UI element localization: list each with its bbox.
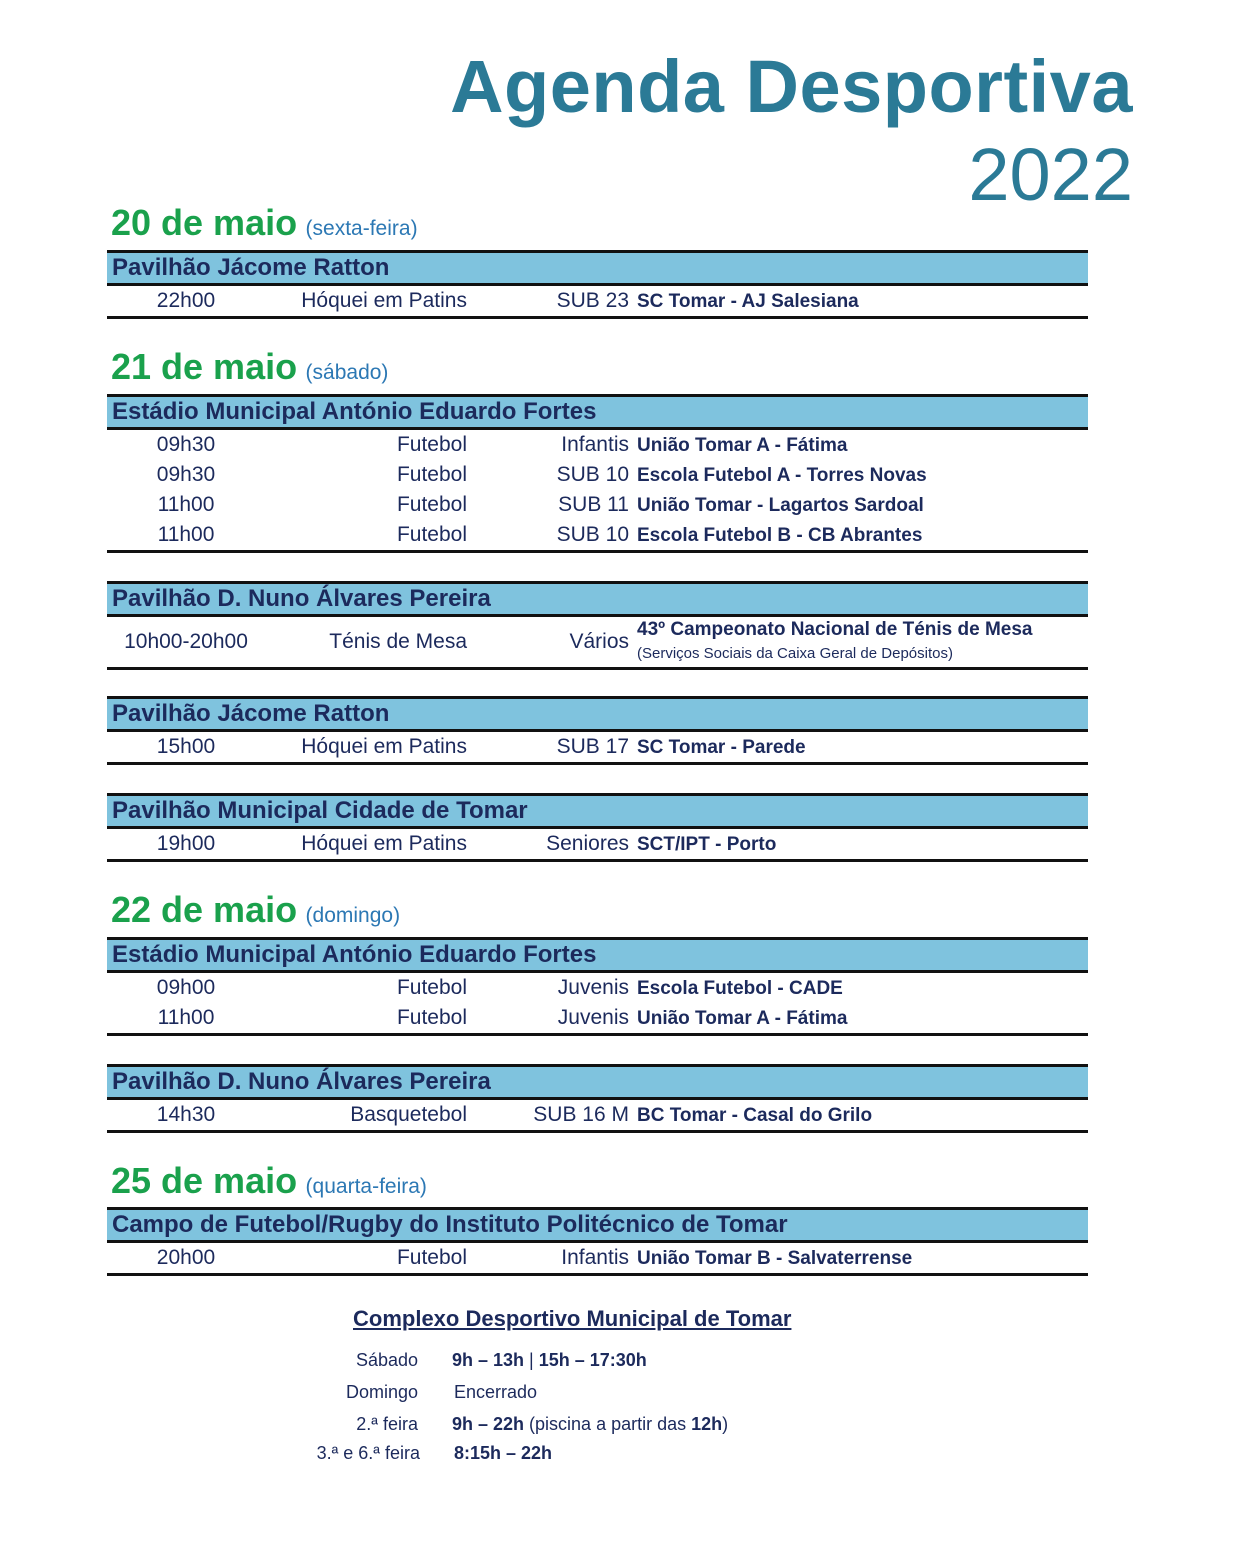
event-match: União Tomar A - Fátima: [637, 435, 848, 456]
hours-value: Encerrado: [454, 1382, 538, 1402]
event-time: 15h00: [156, 735, 216, 758]
event-category: SUB 17: [556, 735, 629, 758]
day-weekday: (domingo): [305, 904, 401, 927]
event-sport: Hóquei em Patins: [301, 735, 467, 758]
event-row: [107, 829, 1088, 859]
event-sport: Futebol: [396, 493, 467, 516]
venue-block: [107, 1207, 1088, 1276]
venue-name: Estádio Municipal António Eduardo Fortes: [107, 937, 1088, 973]
event-match: União Tomar B - Salvaterrense: [637, 1248, 913, 1269]
event-match: SCT/IPT - Porto: [637, 834, 777, 855]
title-year: 2022: [968, 133, 1133, 216]
event-time: 20h00: [156, 1246, 216, 1269]
venue-block: [107, 394, 1088, 553]
hours-value: 9h – 22h (piscina a partir das 12h): [452, 1414, 729, 1434]
complex-title: Complexo Desportivo Municipal de Tomar: [353, 1306, 792, 1331]
day-weekday: (quarta-feira): [305, 1175, 427, 1198]
event-row: [107, 732, 1088, 762]
day-date: 20 de maio: [111, 202, 298, 243]
event-sport: Ténis de Mesa: [329, 630, 467, 653]
event-row: [107, 520, 1088, 550]
event-sport: Futebol: [396, 976, 467, 999]
event-row: [107, 1243, 1088, 1273]
event-category: Infantis: [561, 1246, 629, 1269]
hours-value: 8:15h – 22h: [454, 1443, 553, 1463]
event-time: 11h00: [157, 1006, 215, 1029]
venue-name: Campo de Futebol/Rugby do Instituto Politécnico de Tomar: [107, 1207, 1088, 1243]
day-heading: [111, 889, 400, 931]
venue-block: [107, 793, 1088, 862]
event-row: [107, 1003, 1088, 1033]
event-time: 19h00: [156, 832, 216, 855]
event-subtitle: (Serviços Sociais da Caixa Geral de Depósitos): [637, 645, 953, 662]
event-match: SC Tomar - Parede: [637, 737, 806, 758]
event-category: SUB 10: [556, 463, 629, 486]
event-time: 22h00: [156, 289, 216, 312]
event-row: [107, 973, 1088, 1003]
event-sport: Futebol: [396, 433, 467, 456]
event-sport: Futebol: [396, 463, 467, 486]
event-match: BC Tomar - Casal do Grilo: [637, 1105, 873, 1126]
event-match: SC Tomar - AJ Salesiana: [637, 291, 859, 312]
venue-block: [107, 581, 1088, 670]
event-match: Escola Futebol B - CB Abrantes: [637, 525, 923, 546]
event-row: [107, 286, 1088, 316]
event-time: 10h00-20h00: [124, 630, 248, 653]
event-category: SUB 23: [556, 289, 629, 312]
event-row: [107, 490, 1088, 520]
venue-block: [107, 250, 1088, 319]
event-sport: Basquetebol: [350, 1103, 467, 1126]
event-category: Juvenis: [557, 1006, 629, 1029]
venue-name: Pavilhão D. Nuno Álvares Pereira: [107, 1064, 1088, 1100]
venue-name: Pavilhão Jácome Ratton: [107, 250, 1088, 286]
venue-block: [107, 1064, 1088, 1133]
day-weekday: (sexta-feira): [305, 217, 418, 240]
hours-value: 9h – 13h | 15h – 17:30h: [452, 1350, 647, 1370]
event-sport: Hóquei em Patins: [301, 832, 467, 855]
event-category: Infantis: [561, 433, 629, 456]
hours-day: Sábado: [355, 1350, 418, 1370]
event-match: União Tomar A - Fátima: [637, 1008, 848, 1029]
event-row: [107, 617, 1088, 667]
event-category: SUB 16 M: [533, 1103, 629, 1126]
event-row: [107, 430, 1088, 460]
event-category: Juvenis: [557, 976, 629, 999]
day-date: 22 de maio: [111, 889, 298, 930]
venue-name: Pavilhão D. Nuno Álvares Pereira: [107, 581, 1088, 617]
event-time: 14h30: [156, 1103, 216, 1126]
venue-name: Estádio Municipal António Eduardo Fortes: [107, 394, 1088, 430]
venue-name: Pavilhão Municipal Cidade de Tomar: [107, 793, 1088, 829]
event-row: [107, 460, 1088, 490]
hours-day: Domingo: [345, 1382, 418, 1402]
event-sport: Futebol: [396, 1246, 467, 1269]
day-date: 21 de maio: [111, 346, 298, 387]
page-title: [450, 45, 1133, 216]
event-match: Escola Futebol - CADE: [637, 978, 843, 999]
event-sport: Hóquei em Patins: [301, 289, 467, 312]
day-heading: [111, 1160, 427, 1202]
event-category: SUB 11: [558, 493, 629, 516]
hours-day: 3.ª e 6.ª feira: [316, 1443, 420, 1463]
event-time: 11h00: [157, 523, 215, 546]
event-sport: Futebol: [396, 1006, 467, 1029]
title-line1: Agenda Desportiva: [450, 45, 1133, 128]
event-time: 09h00: [156, 976, 216, 999]
event-match: Escola Futebol A - Torres Novas: [637, 465, 927, 486]
hours-day: 2.ª feira: [356, 1414, 418, 1434]
event-match: 43º Campeonato Nacional de Ténis de Mesa: [637, 619, 1033, 640]
venue-name: Pavilhão Jácome Ratton: [107, 696, 1088, 732]
venue-block: [107, 696, 1088, 765]
event-time: 09h30: [156, 433, 216, 456]
event-category: Seniores: [546, 832, 629, 855]
event-time: 11h00: [157, 493, 215, 516]
event-match: União Tomar - Lagartos Sardoal: [637, 495, 924, 516]
event-time: 09h30: [156, 463, 216, 486]
event-row: [107, 1100, 1088, 1130]
event-category: Vários: [569, 630, 629, 653]
event-category: SUB 10: [556, 523, 629, 546]
venue-block: [107, 937, 1088, 1036]
event-sport: Futebol: [396, 523, 467, 546]
day-heading: [111, 202, 418, 244]
day-weekday: (sábado): [305, 361, 389, 384]
day-date: 25 de maio: [111, 1160, 298, 1201]
day-heading: [111, 346, 388, 388]
